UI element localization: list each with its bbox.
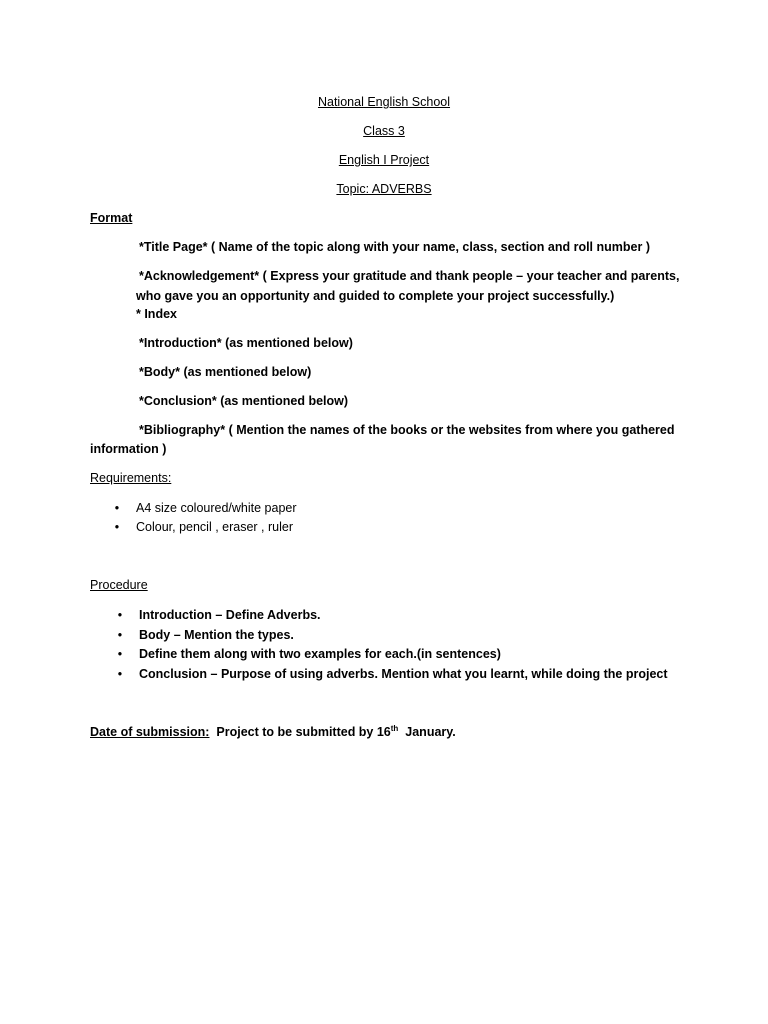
submission-month: January. [405, 725, 456, 739]
format-acknowledgement-line2: who gave you an opportunity and guided to complete your project successfully.) [136, 289, 615, 303]
bullet-icon: • [114, 501, 120, 515]
procedure-item: Conclusion – Purpose of using adverbs. Mention what you learnt, while doing the project [139, 667, 668, 681]
format-body: *Body* (as mentioned below) [139, 365, 312, 379]
format-index: * Index [136, 307, 177, 321]
format-acknowledgement-line1: *Acknowledgement* ( Express your gratitude and thank people – your teacher and parents, [139, 269, 680, 283]
bullet-icon: • [117, 647, 123, 661]
class-label: Class 3 [363, 124, 405, 138]
format-bibliography-line2: information ) [90, 442, 167, 456]
format-bibliography-line1: *Bibliography* ( Mention the names of the books or the websites from where you gathered [139, 423, 675, 437]
bullet-icon: • [117, 628, 123, 642]
requirements-heading: Requirements: [90, 471, 172, 485]
bullet-icon: • [114, 520, 120, 534]
format-introduction: *Introduction* (as mentioned below) [139, 336, 353, 350]
topic-label: Topic: ADVERBS [336, 182, 432, 196]
format-heading: Format [90, 211, 133, 225]
requirements-item: A4 size coloured/white paper [136, 501, 297, 515]
format-title-page: *Title Page* ( Name of the topic along with your name, class, section and roll number ) [139, 240, 650, 254]
format-conclusion: *Conclusion* (as mentioned below) [139, 394, 349, 408]
submission-text: Project to be submitted by 16 [216, 725, 391, 739]
submission-superscript: th [390, 723, 399, 733]
bullet-icon: • [117, 667, 123, 681]
submission-label: Date of submission: [90, 725, 210, 739]
requirements-item: Colour, pencil , eraser , ruler [136, 520, 294, 534]
submission-line [90, 724, 456, 740]
bullet-icon: • [117, 608, 123, 622]
procedure-item: Define them along with two examples for each.(in sentences) [139, 647, 501, 661]
school-name: National English School [317, 95, 451, 109]
procedure-item: Body – Mention the types. [139, 628, 294, 642]
procedure-heading: Procedure [90, 578, 148, 592]
procedure-item: Introduction – Define Adverbs. [139, 608, 321, 622]
project-title: English I Project [338, 153, 430, 167]
